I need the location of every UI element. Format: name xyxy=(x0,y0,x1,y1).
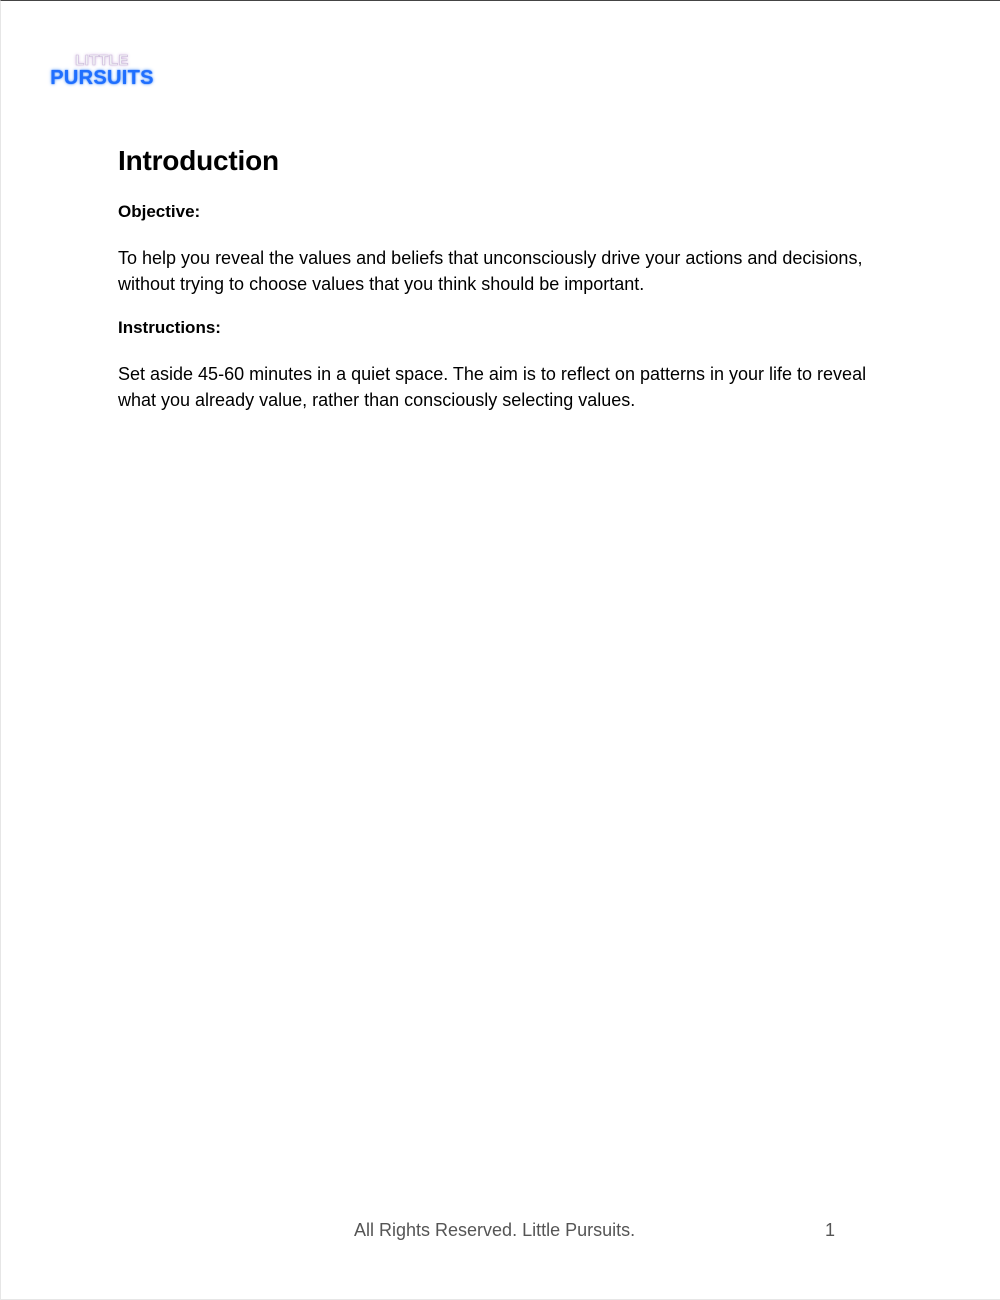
page-number: 1 xyxy=(825,1220,836,1240)
instructions-label: Instructions: xyxy=(118,318,221,337)
logo-line-little: LITTLE xyxy=(75,52,129,69)
objective-label: Objective: xyxy=(118,202,201,221)
page-content xyxy=(118,144,888,413)
instructions-text: Set aside 45-60 minutes in a quiet space. The aim is to reflect on patterns in your life to reveal what you already value, rather than consciously selecting values. xyxy=(118,364,867,410)
logo-line-pursuits: PURSUITS xyxy=(50,67,154,89)
page-title: Introduction xyxy=(118,145,279,176)
footer-copyright: All Rights Reserved. Little Pursuits. xyxy=(354,1220,636,1240)
objective-text: To help you reveal the values and beliefs that unconsciously drive your actions and decisions, without trying to choose values that you think should be important. xyxy=(118,248,863,294)
little-pursuits-logo xyxy=(44,53,174,93)
